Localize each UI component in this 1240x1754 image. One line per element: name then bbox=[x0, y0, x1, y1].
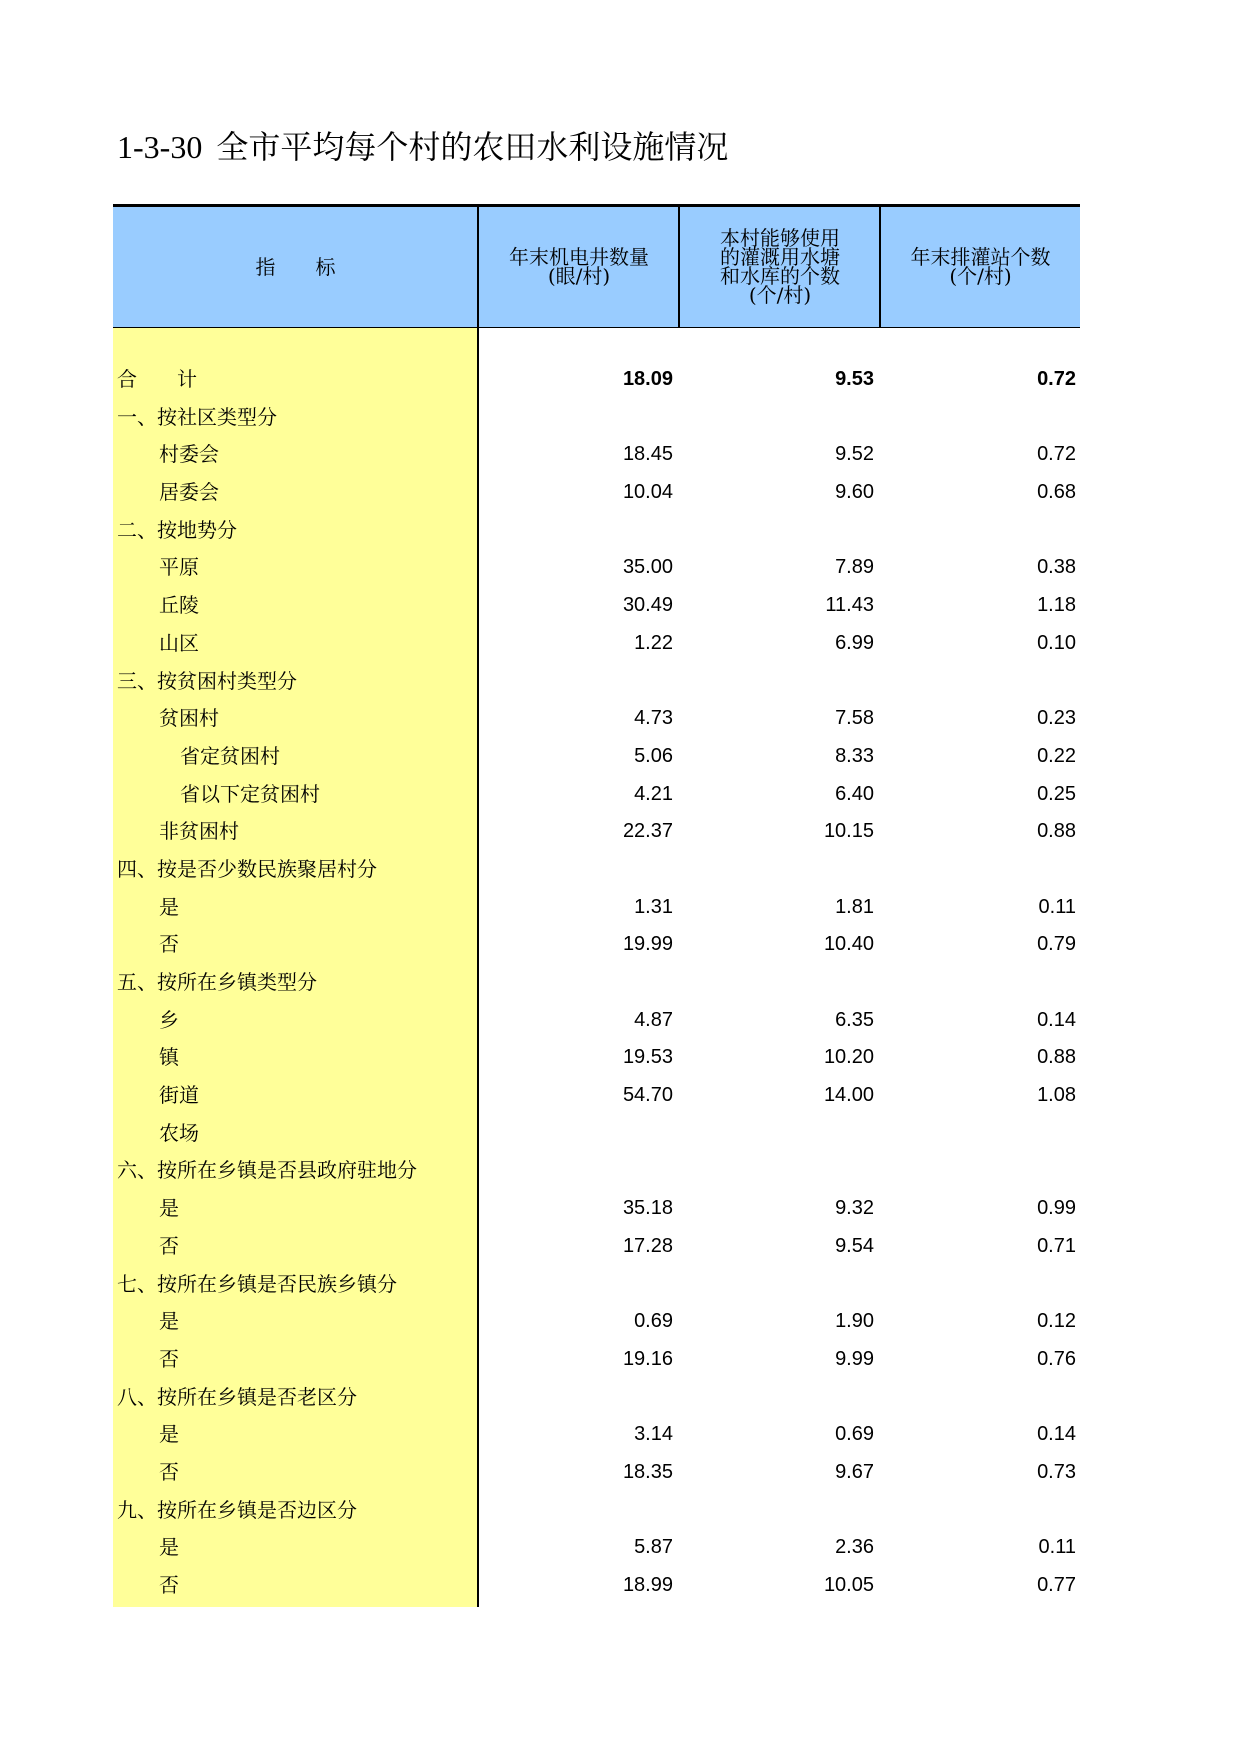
cell-motor-wells: 4.87 bbox=[634, 1008, 673, 1031]
table-row bbox=[113, 738, 1080, 776]
cell-ponds-reservoirs: 6.40 bbox=[835, 782, 874, 805]
cell-motor-wells: 10.04 bbox=[622, 481, 673, 504]
cell-motor-wells bbox=[479, 663, 673, 701]
cell-ponds-reservoirs: 10.40 bbox=[823, 933, 874, 956]
cell-ponds-reservoirs bbox=[680, 1379, 874, 1417]
cell-ponds-reservoirs: 7.58 bbox=[835, 707, 874, 730]
row-label: 七、按所在乡镇是否民族乡镇分 bbox=[117, 1271, 397, 1296]
cell-motor-wells: 4.21 bbox=[634, 782, 673, 805]
cell-motor-wells bbox=[479, 1266, 673, 1304]
cell-ponds-reservoirs: 1.90 bbox=[835, 1310, 874, 1333]
cell-irrigation-stations: 0.22 bbox=[1037, 744, 1076, 767]
cell-ponds-reservoirs bbox=[680, 851, 874, 889]
row-label: 四、按是否少数民族聚居村分 bbox=[117, 856, 377, 881]
row-label: 镇 bbox=[159, 1045, 179, 1070]
table-row bbox=[113, 1266, 1080, 1304]
cell-motor-wells: 19.53 bbox=[622, 1046, 673, 1069]
table-row bbox=[113, 1190, 1080, 1228]
row-label: 八、按所在乡镇是否老区分 bbox=[117, 1384, 357, 1409]
cell-irrigation-stations: 0.79 bbox=[1037, 933, 1076, 956]
cell-motor-wells: 17.28 bbox=[622, 1234, 673, 1257]
table-row bbox=[113, 700, 1080, 738]
cell-motor-wells: 18.45 bbox=[622, 443, 673, 466]
cell-irrigation-stations bbox=[881, 1115, 1076, 1153]
cell-irrigation-stations: 0.10 bbox=[1037, 631, 1076, 654]
cell-ponds-reservoirs bbox=[680, 1115, 874, 1153]
row-label: 是 bbox=[159, 894, 179, 919]
cell-ponds-reservoirs: 10.20 bbox=[823, 1046, 874, 1069]
cell-ponds-reservoirs bbox=[680, 399, 874, 437]
cell-irrigation-stations: 1.08 bbox=[1037, 1084, 1076, 1107]
row-label: 九、按所在乡镇是否边区分 bbox=[117, 1497, 357, 1522]
row-label: 省以下定贫困村 bbox=[180, 781, 320, 806]
table-row bbox=[113, 851, 1080, 889]
header-indicator: 指 标 bbox=[255, 254, 336, 279]
cell-motor-wells: 18.09 bbox=[622, 368, 673, 390]
column-divider bbox=[477, 207, 479, 327]
row-label: 乡 bbox=[159, 1007, 179, 1032]
cell-irrigation-stations: 0.68 bbox=[1037, 481, 1076, 504]
row-label: 否 bbox=[159, 932, 179, 957]
table-code: 1-3-30 bbox=[117, 129, 203, 165]
table-row bbox=[113, 1228, 1080, 1266]
row-label: 是 bbox=[159, 1309, 179, 1334]
table-row bbox=[113, 1379, 1080, 1417]
cell-motor-wells bbox=[479, 964, 673, 1002]
cell-irrigation-stations: 0.71 bbox=[1037, 1234, 1076, 1257]
cell-irrigation-stations bbox=[881, 1266, 1076, 1304]
cell-ponds-reservoirs bbox=[680, 1492, 874, 1530]
row-label: 山区 bbox=[159, 630, 199, 655]
cell-irrigation-stations: 0.77 bbox=[1037, 1574, 1076, 1596]
cell-ponds-reservoirs: 9.54 bbox=[835, 1234, 874, 1257]
table-row bbox=[113, 889, 1080, 927]
cell-ponds-reservoirs: 1.81 bbox=[835, 895, 874, 918]
cell-motor-wells: 22.37 bbox=[622, 820, 673, 843]
table-header bbox=[113, 207, 1080, 328]
row-label: 贫困村 bbox=[159, 706, 219, 731]
row-label: 一、按社区类型分 bbox=[117, 404, 277, 429]
table-row bbox=[113, 361, 1080, 399]
row-label: 否 bbox=[159, 1573, 179, 1597]
cell-ponds-reservoirs bbox=[680, 1266, 874, 1304]
table-row bbox=[113, 1039, 1080, 1077]
cell-irrigation-stations: 0.73 bbox=[1037, 1460, 1076, 1483]
cell-irrigation-stations bbox=[881, 1492, 1076, 1530]
table-row bbox=[113, 1341, 1080, 1379]
cell-motor-wells bbox=[479, 1115, 673, 1153]
table-row bbox=[113, 1416, 1080, 1454]
cell-motor-wells: 19.99 bbox=[622, 933, 673, 956]
cell-ponds-reservoirs: 8.33 bbox=[835, 744, 874, 767]
cell-motor-wells bbox=[479, 1492, 673, 1530]
cell-ponds-reservoirs: 11.43 bbox=[825, 594, 874, 617]
page-title bbox=[117, 122, 728, 168]
cell-motor-wells: 18.35 bbox=[622, 1460, 673, 1483]
cell-ponds-reservoirs: 9.32 bbox=[835, 1197, 874, 1220]
cell-motor-wells: 35.18 bbox=[622, 1197, 673, 1220]
row-label: 是 bbox=[159, 1422, 179, 1447]
cell-ponds-reservoirs bbox=[680, 964, 874, 1002]
row-label: 否 bbox=[159, 1233, 179, 1258]
row-label: 省定贫困村 bbox=[180, 743, 280, 768]
cell-irrigation-stations: 0.23 bbox=[1037, 707, 1076, 730]
cell-irrigation-stations: 0.76 bbox=[1037, 1347, 1076, 1370]
cell-motor-wells: 19.16 bbox=[622, 1347, 673, 1370]
header-motor-wells: 年末机电井数量 (眼/村) bbox=[509, 245, 649, 288]
row-label: 六、按所在乡镇是否县政府驻地分 bbox=[117, 1158, 417, 1183]
cell-motor-wells bbox=[479, 399, 673, 437]
table-title: 全市平均每个村的农田水利设施情况 bbox=[216, 128, 729, 166]
row-label: 二、按地势分 bbox=[117, 517, 237, 542]
column-divider bbox=[678, 207, 680, 327]
cell-motor-wells: 0.69 bbox=[634, 1310, 673, 1333]
cell-irrigation-stations: 0.14 bbox=[1037, 1008, 1076, 1031]
cell-ponds-reservoirs bbox=[680, 663, 874, 701]
table-row bbox=[113, 436, 1080, 474]
cell-ponds-reservoirs: 7.89 bbox=[835, 556, 874, 579]
cell-ponds-reservoirs: 9.99 bbox=[835, 1347, 874, 1370]
table-row bbox=[113, 625, 1080, 663]
cell-irrigation-stations bbox=[881, 1152, 1076, 1190]
cell-irrigation-stations: 0.88 bbox=[1037, 820, 1076, 843]
table-row bbox=[113, 813, 1080, 851]
cell-irrigation-stations: 0.38 bbox=[1037, 556, 1076, 579]
row-label: 五、按所在乡镇类型分 bbox=[117, 970, 317, 994]
table-row bbox=[113, 1492, 1080, 1530]
table-row bbox=[113, 1567, 1080, 1605]
cell-irrigation-stations bbox=[881, 512, 1076, 550]
row-label: 否 bbox=[159, 1459, 179, 1484]
table-row bbox=[113, 1152, 1080, 1190]
cell-ponds-reservoirs: 10.15 bbox=[823, 820, 874, 843]
cell-irrigation-stations: 0.12 bbox=[1037, 1310, 1076, 1333]
cell-ponds-reservoirs: 9.52 bbox=[835, 443, 874, 466]
row-label: 村委会 bbox=[159, 442, 219, 467]
cell-motor-wells: 4.73 bbox=[634, 707, 673, 730]
cell-motor-wells bbox=[479, 512, 673, 550]
cell-irrigation-stations: 0.99 bbox=[1037, 1197, 1076, 1220]
table-row bbox=[113, 964, 1080, 1002]
table-row bbox=[113, 1454, 1080, 1492]
cell-irrigation-stations: 0.11 bbox=[1038, 1536, 1076, 1559]
table-row bbox=[113, 549, 1080, 587]
table-row bbox=[113, 474, 1080, 512]
cell-irrigation-stations bbox=[881, 399, 1076, 437]
cell-ponds-reservoirs: 14.00 bbox=[823, 1084, 874, 1107]
cell-motor-wells bbox=[479, 1152, 673, 1190]
cell-irrigation-stations: 0.11 bbox=[1038, 895, 1076, 918]
cell-irrigation-stations bbox=[881, 851, 1076, 889]
cell-ponds-reservoirs: 9.60 bbox=[835, 481, 874, 504]
cell-irrigation-stations bbox=[881, 964, 1076, 1002]
cell-ponds-reservoirs: 2.36 bbox=[835, 1536, 874, 1559]
table-row bbox=[113, 512, 1080, 550]
table-row bbox=[113, 663, 1080, 701]
cell-motor-wells: 1.22 bbox=[634, 631, 673, 654]
cell-motor-wells: 1.31 bbox=[634, 895, 673, 918]
cell-motor-wells: 54.70 bbox=[622, 1084, 673, 1107]
header-irrigation-stations: 年末排灌站个数 (个/村) bbox=[910, 245, 1051, 288]
row-label: 平原 bbox=[159, 555, 199, 580]
cell-motor-wells: 5.06 bbox=[634, 744, 673, 767]
cell-motor-wells bbox=[479, 1379, 673, 1417]
row-label: 丘陵 bbox=[159, 593, 199, 618]
row-label: 是 bbox=[159, 1196, 179, 1221]
cell-motor-wells bbox=[479, 851, 673, 889]
cell-irrigation-stations: 0.72 bbox=[1037, 368, 1076, 390]
table-row bbox=[113, 587, 1080, 625]
cell-ponds-reservoirs bbox=[680, 1152, 874, 1190]
row-label: 是 bbox=[159, 1535, 179, 1560]
row-label: 居委会 bbox=[159, 480, 219, 505]
cell-ponds-reservoirs: 10.05 bbox=[823, 1574, 874, 1596]
cell-ponds-reservoirs: 9.67 bbox=[835, 1460, 874, 1483]
row-label: 非贫困村 bbox=[159, 819, 239, 844]
cell-ponds-reservoirs: 0.69 bbox=[835, 1423, 874, 1446]
cell-motor-wells: 35.00 bbox=[622, 556, 673, 579]
table-row bbox=[113, 399, 1080, 437]
table-row bbox=[113, 1002, 1080, 1040]
table-row bbox=[113, 1529, 1080, 1567]
table-row bbox=[113, 776, 1080, 814]
row-label: 三、按贫困村类型分 bbox=[117, 668, 297, 693]
table-row bbox=[113, 1115, 1080, 1153]
cell-irrigation-stations: 1.18 bbox=[1037, 594, 1076, 617]
cell-irrigation-stations: 0.25 bbox=[1037, 782, 1076, 805]
row-label: 否 bbox=[159, 1346, 179, 1371]
cell-ponds-reservoirs bbox=[680, 512, 874, 550]
cell-motor-wells: 3.14 bbox=[634, 1423, 673, 1446]
header-ponds-reservoirs: 本村能够使用 的灌溉用水塘 和水库的个数 (个/村) bbox=[720, 226, 840, 307]
cell-irrigation-stations: 0.14 bbox=[1037, 1423, 1076, 1446]
cell-motor-wells: 30.49 bbox=[622, 594, 673, 617]
cell-irrigation-stations bbox=[881, 663, 1076, 701]
column-divider bbox=[879, 207, 881, 327]
row-label: 农场 bbox=[159, 1120, 199, 1145]
cell-ponds-reservoirs: 9.53 bbox=[835, 368, 874, 390]
table-row bbox=[113, 1077, 1080, 1115]
table-row bbox=[113, 926, 1080, 964]
row-label: 合 计 bbox=[117, 367, 197, 391]
cell-irrigation-stations bbox=[881, 1379, 1076, 1417]
table-body bbox=[113, 361, 1080, 1605]
cell-irrigation-stations: 0.88 bbox=[1037, 1046, 1076, 1069]
cell-irrigation-stations: 0.72 bbox=[1037, 443, 1076, 466]
cell-motor-wells: 18.99 bbox=[622, 1574, 673, 1596]
table-row bbox=[113, 1303, 1080, 1341]
cell-ponds-reservoirs: 6.35 bbox=[835, 1008, 874, 1031]
row-label: 街道 bbox=[159, 1083, 199, 1108]
cell-ponds-reservoirs: 6.99 bbox=[835, 631, 874, 654]
cell-motor-wells: 5.87 bbox=[634, 1536, 673, 1559]
